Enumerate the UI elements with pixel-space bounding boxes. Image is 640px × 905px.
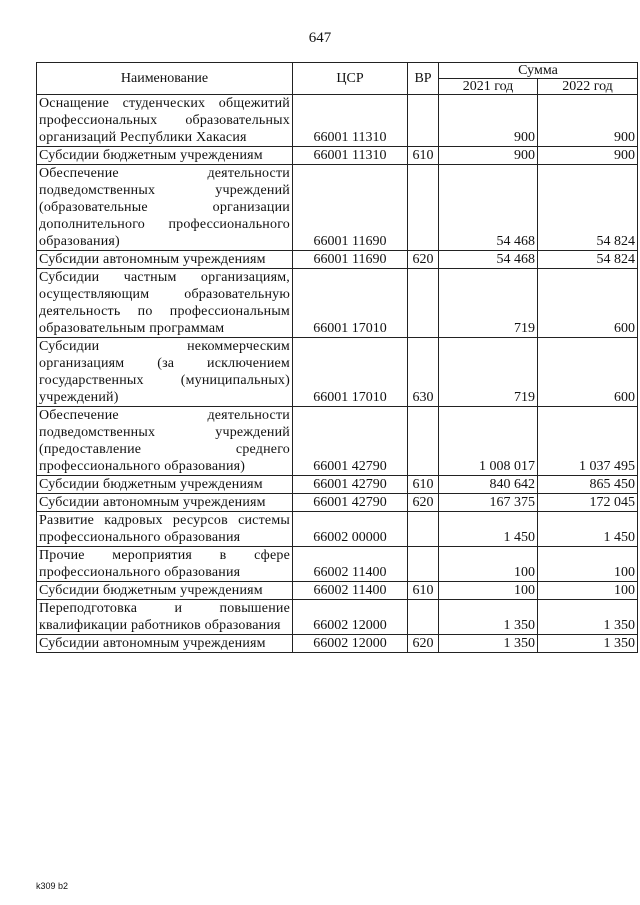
row-amount-2021-cell: 1 450 xyxy=(439,512,538,547)
table-row xyxy=(37,600,638,635)
row-code-cell: 66002 12000 xyxy=(293,635,408,653)
row-amount-2022-cell: 1 450 xyxy=(538,512,638,547)
budget-table xyxy=(36,62,638,653)
row-amount-2022-cell: 1 350 xyxy=(538,635,638,653)
row-code-cell: 66001 17010 xyxy=(293,269,408,338)
column-header-name: Наименование xyxy=(37,63,293,95)
row-amount-2022-cell: 1 037 495 xyxy=(538,407,638,476)
table-body xyxy=(37,95,638,653)
row-name-cell: Субсидии автономным учреждениям xyxy=(37,494,293,512)
row-amount-2022-cell: 600 xyxy=(538,338,638,407)
row-vr-cell xyxy=(408,269,439,338)
table-row xyxy=(37,407,638,476)
row-vr-cell xyxy=(408,407,439,476)
row-amount-2021-cell: 54 468 xyxy=(439,251,538,269)
column-header-vr: ВР xyxy=(408,63,439,95)
row-name-cell: Субсидии автономным учреждениям xyxy=(37,251,293,269)
row-amount-2021-cell: 167 375 xyxy=(439,494,538,512)
row-amount-2021-cell: 900 xyxy=(439,95,538,147)
row-code-cell: 66001 11310 xyxy=(293,95,408,147)
row-amount-2022-cell: 54 824 xyxy=(538,165,638,251)
row-vr-cell: 610 xyxy=(408,582,439,600)
row-vr-cell xyxy=(408,547,439,582)
column-header-year-2021: 2021 год xyxy=(439,79,538,95)
row-amount-2021-cell: 719 xyxy=(439,338,538,407)
row-code-cell: 66001 11690 xyxy=(293,165,408,251)
row-amount-2021-cell: 1 350 xyxy=(439,635,538,653)
row-name-cell: Субсидии бюджетным учреждениям xyxy=(37,147,293,165)
row-vr-cell: 620 xyxy=(408,251,439,269)
row-name-cell: Обеспечение деятельности подведомственных учреждений (предоставление среднего профессионального образования) xyxy=(37,407,293,476)
row-vr-cell xyxy=(408,600,439,635)
table-row xyxy=(37,512,638,547)
row-amount-2021-cell: 719 xyxy=(439,269,538,338)
row-amount-2022-cell: 172 045 xyxy=(538,494,638,512)
row-amount-2022-cell: 1 350 xyxy=(538,600,638,635)
row-amount-2022-cell: 100 xyxy=(538,547,638,582)
row-vr-cell: 610 xyxy=(408,147,439,165)
row-code-cell: 66002 11400 xyxy=(293,582,408,600)
table-row xyxy=(37,338,638,407)
row-code-cell: 66001 42790 xyxy=(293,476,408,494)
row-name-cell: Прочие мероприятия в сфере профессионального образования xyxy=(37,547,293,582)
row-code-cell: 66001 17010 xyxy=(293,338,408,407)
row-name-cell: Развитие кадровых ресурсов системы профессионального образования xyxy=(37,512,293,547)
page-number: 647 xyxy=(308,30,332,46)
table-row xyxy=(37,95,638,147)
row-code-cell: 66001 42790 xyxy=(293,407,408,476)
row-amount-2021-cell: 100 xyxy=(439,582,538,600)
row-vr-cell: 620 xyxy=(408,494,439,512)
row-amount-2022-cell: 900 xyxy=(538,95,638,147)
row-name-cell: Субсидии автономным учреждениям xyxy=(37,635,293,653)
column-header-year-2022: 2022 год xyxy=(538,79,638,95)
table-row xyxy=(37,476,638,494)
row-vr-cell: 620 xyxy=(408,635,439,653)
row-amount-2022-cell: 100 xyxy=(538,582,638,600)
row-amount-2021-cell: 1 008 017 xyxy=(439,407,538,476)
row-code-cell: 66002 00000 xyxy=(293,512,408,547)
row-code-cell: 66001 11690 xyxy=(293,251,408,269)
row-amount-2021-cell: 54 468 xyxy=(439,165,538,251)
row-code-cell: 66002 12000 xyxy=(293,600,408,635)
column-header-sum: Сумма xyxy=(439,63,638,79)
row-vr-cell: 610 xyxy=(408,476,439,494)
row-amount-2021-cell: 1 350 xyxy=(439,600,538,635)
table-row xyxy=(37,635,638,653)
row-amount-2021-cell: 900 xyxy=(439,147,538,165)
row-amount-2022-cell: 54 824 xyxy=(538,251,638,269)
row-amount-2022-cell: 600 xyxy=(538,269,638,338)
footer-code: k309 b2 xyxy=(36,881,69,891)
row-vr-cell xyxy=(408,95,439,147)
row-amount-2021-cell: 100 xyxy=(439,547,538,582)
row-amount-2022-cell: 865 450 xyxy=(538,476,638,494)
row-amount-2021-cell: 840 642 xyxy=(439,476,538,494)
row-name-cell: Субсидии бюджетным учреждениям xyxy=(37,476,293,494)
row-vr-cell: 630 xyxy=(408,338,439,407)
row-name-cell: Субсидии некоммерческим организациям (за исключением государственных (муниципальных) учреждений) xyxy=(37,338,293,407)
table-row xyxy=(37,494,638,512)
table-row xyxy=(37,165,638,251)
row-code-cell: 66002 11400 xyxy=(293,547,408,582)
table-row xyxy=(37,251,638,269)
row-name-cell: Обеспечение деятельности подведомственных учреждений (образовательные организации дополнительного профессионального образования) xyxy=(37,165,293,251)
row-code-cell: 66001 11310 xyxy=(293,147,408,165)
table-header xyxy=(37,63,638,95)
column-header-code: ЦСР xyxy=(293,63,408,95)
row-name-cell: Переподготовка и повышение квалификации работников образования xyxy=(37,600,293,635)
row-name-cell: Оснащение студенческих общежитий профессиональных образовательных организаций Республики Хакасия xyxy=(37,95,293,147)
row-vr-cell xyxy=(408,512,439,547)
row-code-cell: 66001 42790 xyxy=(293,494,408,512)
row-amount-2022-cell: 900 xyxy=(538,147,638,165)
row-name-cell: Субсидии частным организациям, осуществляющим образовательную деятельность по профессиональным образовательным программам xyxy=(37,269,293,338)
table-row xyxy=(37,547,638,582)
row-vr-cell xyxy=(408,165,439,251)
table-row xyxy=(37,147,638,165)
row-name-cell: Субсидии бюджетным учреждениям xyxy=(37,582,293,600)
table-row xyxy=(37,582,638,600)
table-row xyxy=(37,269,638,338)
